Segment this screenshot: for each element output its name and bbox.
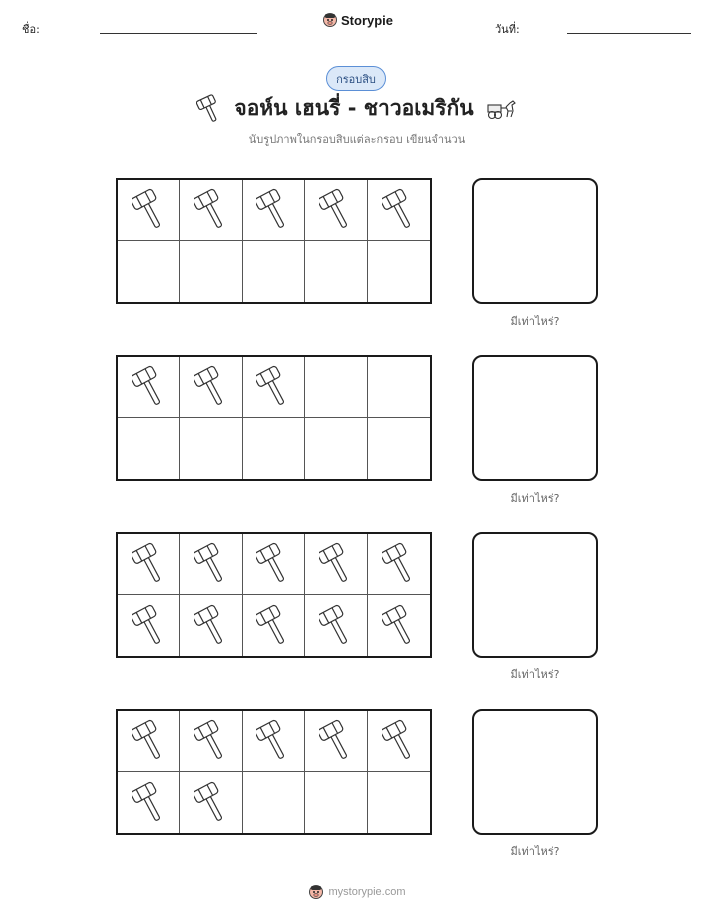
instructions: นับรูปภาพในกรอบสิบแต่ละกรอบ เขียนจำนวน xyxy=(248,133,466,146)
ten-frame-1 xyxy=(116,178,432,304)
ten-frame-cell xyxy=(118,711,180,772)
hammer-icon xyxy=(194,781,228,825)
hammer-icon xyxy=(382,604,416,648)
ten-frame-cell xyxy=(368,595,430,656)
hammer-icon xyxy=(319,604,353,648)
ten-frame-cell xyxy=(243,595,305,656)
ten-frame-cell xyxy=(180,418,242,479)
pig-mascot-icon xyxy=(308,884,324,900)
ten-frame-cell xyxy=(305,534,367,595)
hammer-icon xyxy=(256,604,290,648)
ten-frame-3 xyxy=(116,532,432,658)
answer-prompt-3: มีเท่าไหร่? xyxy=(510,668,560,681)
ten-frame-cell xyxy=(180,711,242,772)
answer-prompt-1: มีเท่าไหร่? xyxy=(510,315,560,328)
ten-frame-cell xyxy=(368,711,430,772)
ten-frame-cell xyxy=(368,180,430,241)
answer-box-3[interactable] xyxy=(472,532,598,658)
hammer-icon xyxy=(256,188,290,232)
hammer-icon xyxy=(256,365,290,409)
ten-frame-cell xyxy=(180,534,242,595)
answer-prompt-4: มีเท่าไหร่? xyxy=(510,845,560,858)
hammer-icon xyxy=(132,365,166,409)
hammer-icon xyxy=(194,542,228,586)
ten-frame-cell xyxy=(118,772,180,833)
ten-frame-cell xyxy=(180,772,242,833)
ten-frame-cell xyxy=(243,711,305,772)
hammer-icon xyxy=(196,94,222,124)
horse-cart-icon xyxy=(486,97,518,121)
ten-frame-cell xyxy=(180,357,242,418)
hammer-icon xyxy=(132,188,166,232)
ten-frame-cell xyxy=(368,534,430,595)
ten-frame-cell xyxy=(180,180,242,241)
ten-frame-cell xyxy=(368,241,430,302)
ten-frame-2 xyxy=(116,355,432,481)
ten-frame-cell xyxy=(243,241,305,302)
footer-url[interactable]: mystorypie.com xyxy=(328,886,406,898)
hammer-icon xyxy=(382,542,416,586)
hammer-icon xyxy=(382,188,416,232)
hammer-icon xyxy=(132,604,166,648)
answer-box-1[interactable] xyxy=(472,178,598,304)
brand-logo xyxy=(322,12,393,28)
ten-frame-cell xyxy=(305,595,367,656)
ten-frame-cell xyxy=(243,180,305,241)
ten-frame-cell xyxy=(118,357,180,418)
hammer-icon xyxy=(132,719,166,763)
ten-frame-cell xyxy=(180,595,242,656)
answer-prompt-2: มีเท่าไหร่? xyxy=(510,492,560,505)
name-label: ชื่อ: xyxy=(22,23,40,36)
ten-frame-cell xyxy=(118,241,180,302)
hammer-icon xyxy=(194,365,228,409)
ten-frame-cell xyxy=(305,357,367,418)
hammer-icon xyxy=(132,542,166,586)
ten-frame-cell xyxy=(118,418,180,479)
hammer-icon xyxy=(132,781,166,825)
hammer-icon xyxy=(256,719,290,763)
ten-frame-cell xyxy=(243,357,305,418)
ten-frame-cell xyxy=(305,180,367,241)
ten-frame-cell xyxy=(118,534,180,595)
ten-frame-cell xyxy=(368,357,430,418)
ten-frame-cell xyxy=(368,772,430,833)
hammer-icon xyxy=(194,719,228,763)
ten-frame-cell xyxy=(243,772,305,833)
page-title: จอห์น เฮนรี่ - ชาวอเมริกัน xyxy=(234,96,474,120)
ten-frame-cell xyxy=(118,180,180,241)
ten-frame-cell xyxy=(243,534,305,595)
date-line[interactable] xyxy=(567,33,691,34)
hammer-icon xyxy=(194,188,228,232)
hammer-icon xyxy=(319,188,353,232)
hammer-icon xyxy=(382,719,416,763)
brand-name: Storypie xyxy=(341,12,394,28)
answer-box-4[interactable] xyxy=(472,709,598,835)
title-row xyxy=(0,92,714,125)
ten-frame-cell xyxy=(180,241,242,302)
date-label: วันที่: xyxy=(495,23,520,36)
worksheet-type-badge: กรอบสิบ xyxy=(326,66,386,91)
pig-mascot-icon xyxy=(322,12,338,28)
hammer-icon xyxy=(319,542,353,586)
hammer-icon xyxy=(319,719,353,763)
ten-frame-cell xyxy=(118,595,180,656)
ten-frame-cell xyxy=(305,711,367,772)
answer-box-2[interactable] xyxy=(472,355,598,481)
hammer-icon xyxy=(194,604,228,648)
ten-frame-cell xyxy=(305,772,367,833)
hammer-icon xyxy=(256,542,290,586)
ten-frame-cell xyxy=(305,418,367,479)
footer xyxy=(0,884,714,900)
name-line[interactable] xyxy=(100,33,257,34)
ten-frame-4 xyxy=(116,709,432,835)
ten-frame-cell xyxy=(243,418,305,479)
ten-frame-cell xyxy=(368,418,430,479)
ten-frame-cell xyxy=(305,241,367,302)
